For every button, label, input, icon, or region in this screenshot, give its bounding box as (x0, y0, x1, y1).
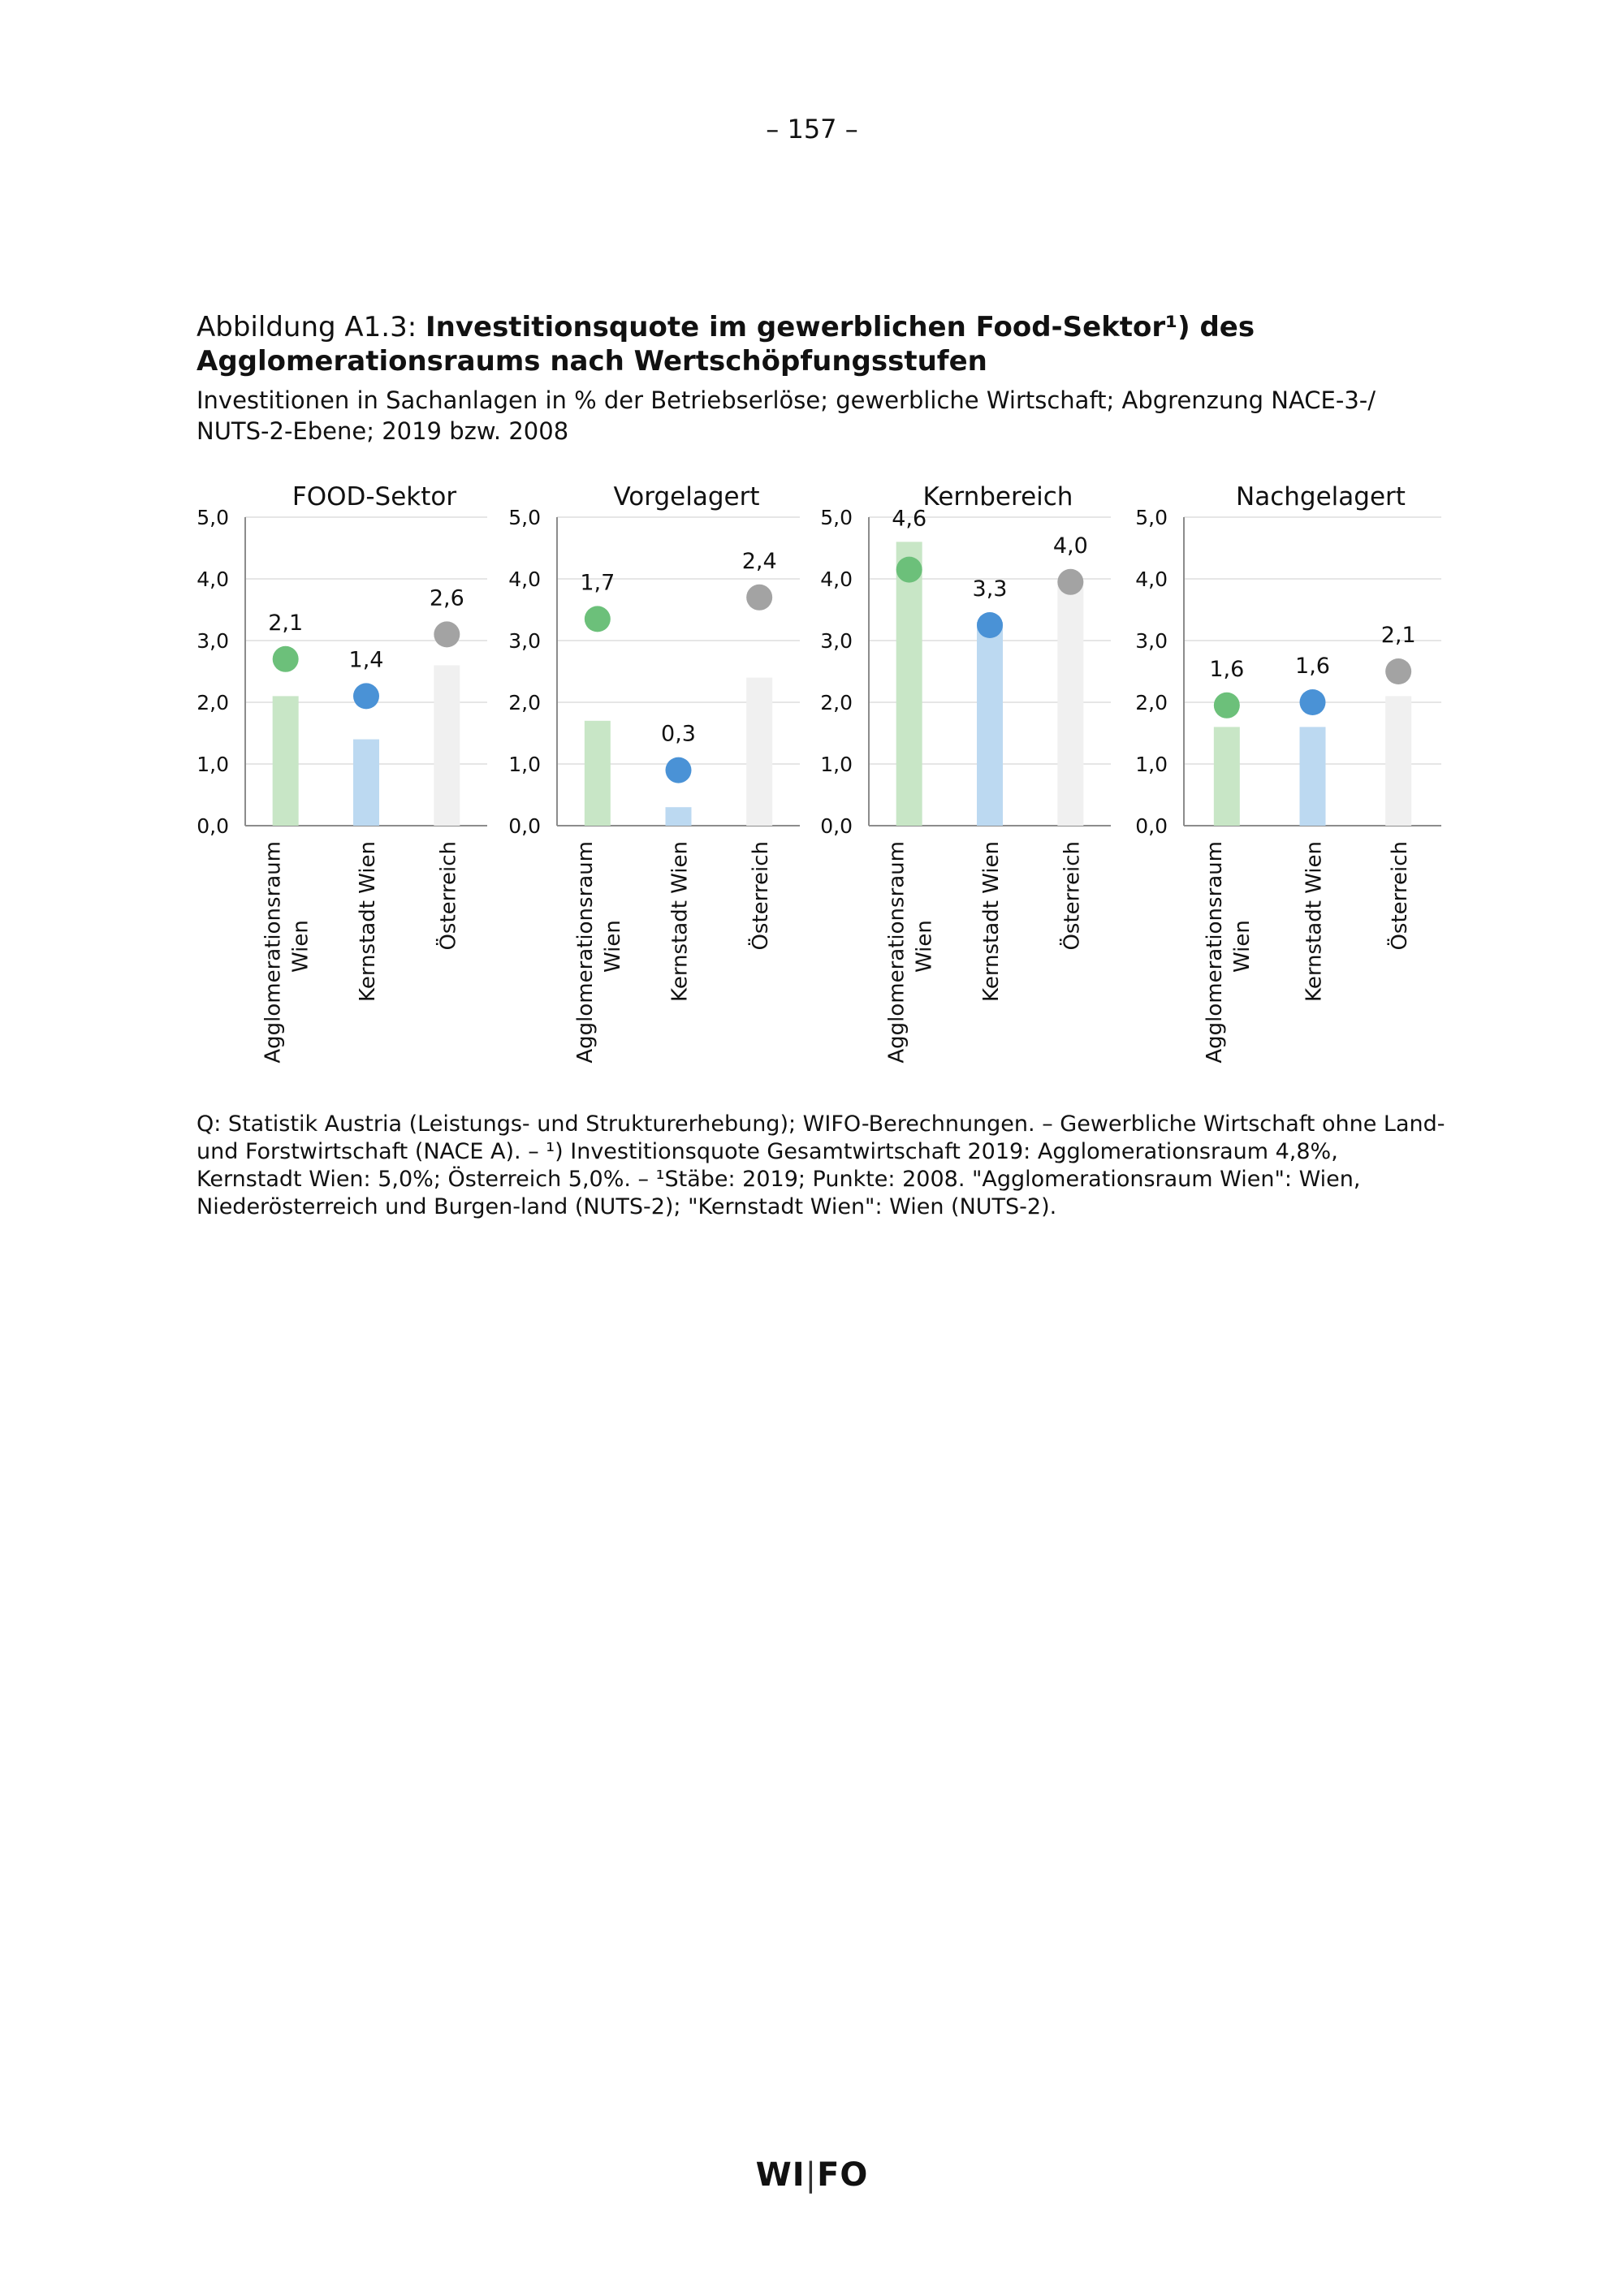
y-tick-label: 0,0 (197, 814, 229, 838)
chart-panel (508, 482, 800, 1064)
data-label: 2,1 (268, 610, 304, 636)
x-category-label (1058, 841, 1084, 951)
point (1057, 569, 1083, 595)
figure-label: Abbildung A1.3: (197, 311, 425, 343)
x-category-label-line: Wien (600, 920, 625, 973)
logo-right: FO (817, 2156, 869, 2194)
chart-title: FOOD-Sektor (292, 482, 457, 511)
x-category-label-line: Wien (912, 920, 937, 973)
y-tick-label: 5,0 (1135, 506, 1168, 529)
x-category-label (1302, 841, 1327, 1002)
chart-title: Vorgelagert (613, 482, 760, 511)
bar (434, 665, 460, 826)
bar (585, 721, 611, 826)
x-category-label (573, 841, 625, 1064)
data-label: 1,6 (1209, 656, 1245, 682)
y-tick-label: 2,0 (508, 691, 541, 714)
data-label: 2,1 (1380, 623, 1416, 648)
bar (273, 696, 299, 826)
x-category-label (356, 841, 380, 1002)
x-category-label (434, 841, 460, 951)
figure-subtitle: Investitionen in Sachanlagen in % der Betriebserlöse; gewerbliche Wirtschaft; Abgrenzung NACE-3-/ NUTS-2-Ebene; 2019 bzw. 2008 (197, 386, 1376, 445)
x-category-label-line: Österreich (436, 841, 461, 951)
y-tick-label: 2,0 (820, 691, 853, 714)
y-tick-label: 3,0 (1135, 629, 1168, 653)
x-category-label (1386, 841, 1412, 951)
y-tick-label: 2,0 (197, 691, 229, 714)
x-category-label-line: Agglomerationsraum (572, 841, 598, 1064)
figure-title: Investitionsquote im gewerblichen Food-Sektor¹) des Agglomerationsraums nach Wertschöpfungsstufen (197, 311, 1255, 378)
y-tick-label: 5,0 (197, 506, 229, 529)
logo-separator: | (805, 2156, 818, 2194)
x-category-label-line: Wien (288, 920, 313, 973)
point (746, 585, 772, 611)
bar (1214, 727, 1240, 826)
point (896, 557, 922, 583)
x-category-label (979, 841, 1004, 1002)
chart-title: Kernbereich (922, 482, 1073, 511)
logo-left: WI (755, 2156, 806, 2194)
point (273, 646, 299, 672)
point (1385, 658, 1411, 684)
y-tick-label: 3,0 (197, 629, 229, 653)
data-label: 0,3 (661, 721, 696, 747)
bar (746, 678, 772, 826)
bar (353, 740, 379, 826)
data-label: 4,6 (892, 506, 927, 532)
x-category-label-line: Agglomerationsraum (261, 841, 286, 1064)
point (1214, 693, 1240, 719)
charts-figure (0, 0, 1624, 1088)
y-tick-label: 1,0 (197, 753, 229, 776)
bar (1385, 696, 1411, 826)
bar (666, 807, 692, 826)
x-category-label (747, 841, 773, 951)
y-tick-label: 1,0 (508, 753, 541, 776)
point (434, 621, 460, 647)
x-category-label (1203, 841, 1255, 1064)
point (977, 612, 1003, 638)
bar (896, 542, 922, 826)
x-category-label-line: Kernstadt Wien (1302, 841, 1327, 1002)
data-label: 3,3 (972, 576, 1008, 602)
y-tick-label: 0,0 (820, 814, 853, 838)
y-tick-label: 3,0 (508, 629, 541, 653)
data-label: 2,4 (741, 548, 777, 574)
x-category-label-line: Wien (1229, 920, 1255, 973)
y-tick-label: 3,0 (820, 629, 853, 653)
page-number: – 157 – (766, 114, 858, 145)
y-tick-label: 0,0 (1135, 814, 1168, 838)
x-category-label (668, 841, 693, 1002)
data-label: 2,6 (429, 585, 464, 611)
chart-title: Nachgelagert (1236, 482, 1406, 511)
data-label: 4,0 (1052, 533, 1088, 559)
data-label: 1,6 (1295, 654, 1330, 679)
x-category-label-line: Kernstadt Wien (356, 841, 380, 1002)
data-label: 1,7 (580, 570, 615, 596)
y-tick-label: 4,0 (1135, 568, 1168, 591)
point (1300, 689, 1326, 715)
source-note: Q: Statistik Austria (Leistungs- und Strukturerhebung); WIFO-Berechnungen. – Gewerbliche Wirtschaft ohne Land- und Forstwirtschaft (NACE A). – ¹) Investitionsquote Gesamtwirtschaft 2019: Agglomerationsraum 4,8%, Kernstadt Wien: 5,0%; Österreich 5,0%. – ¹Stäbe: 2019; Punkte: 2008. "Agglomerationsraum Wien": Wien, Niederösterreich und Burgen-land (NUTS-2); "Kernstadt Wien": Wien (NUTS-2). (197, 1111, 1445, 1219)
x-category-label-line: Kernstadt Wien (667, 841, 693, 1002)
x-category-label (261, 841, 313, 1064)
y-tick-label: 4,0 (508, 568, 541, 591)
point (585, 606, 611, 632)
chart-panel (197, 482, 487, 1064)
x-category-label-line: Agglomerationsraum (1202, 841, 1227, 1064)
bar (1057, 579, 1083, 826)
y-tick-label: 1,0 (1135, 753, 1168, 776)
chart-panel (820, 482, 1111, 1064)
x-category-label-line: Österreich (749, 841, 774, 951)
point (666, 757, 692, 783)
y-tick-label: 5,0 (508, 506, 541, 529)
y-tick-label: 0,0 (508, 814, 541, 838)
x-category-label (885, 841, 937, 1064)
y-tick-label: 2,0 (1135, 691, 1168, 714)
wifo-logo (0, 2156, 1624, 2194)
x-category-label-line: Agglomerationsraum (884, 841, 909, 1064)
y-tick-label: 4,0 (197, 568, 229, 591)
y-tick-label: 4,0 (820, 568, 853, 591)
chart-panel (1135, 482, 1441, 1064)
bar (1300, 727, 1326, 826)
x-category-label-line: Österreich (1388, 841, 1413, 951)
x-category-label-line: Österreich (1060, 841, 1085, 951)
x-category-label-line: Kernstadt Wien (979, 841, 1004, 1002)
bar (977, 622, 1003, 826)
data-label: 1,4 (348, 647, 384, 673)
point (353, 683, 379, 709)
y-tick-label: 1,0 (820, 753, 853, 776)
y-tick-label: 5,0 (820, 506, 853, 529)
